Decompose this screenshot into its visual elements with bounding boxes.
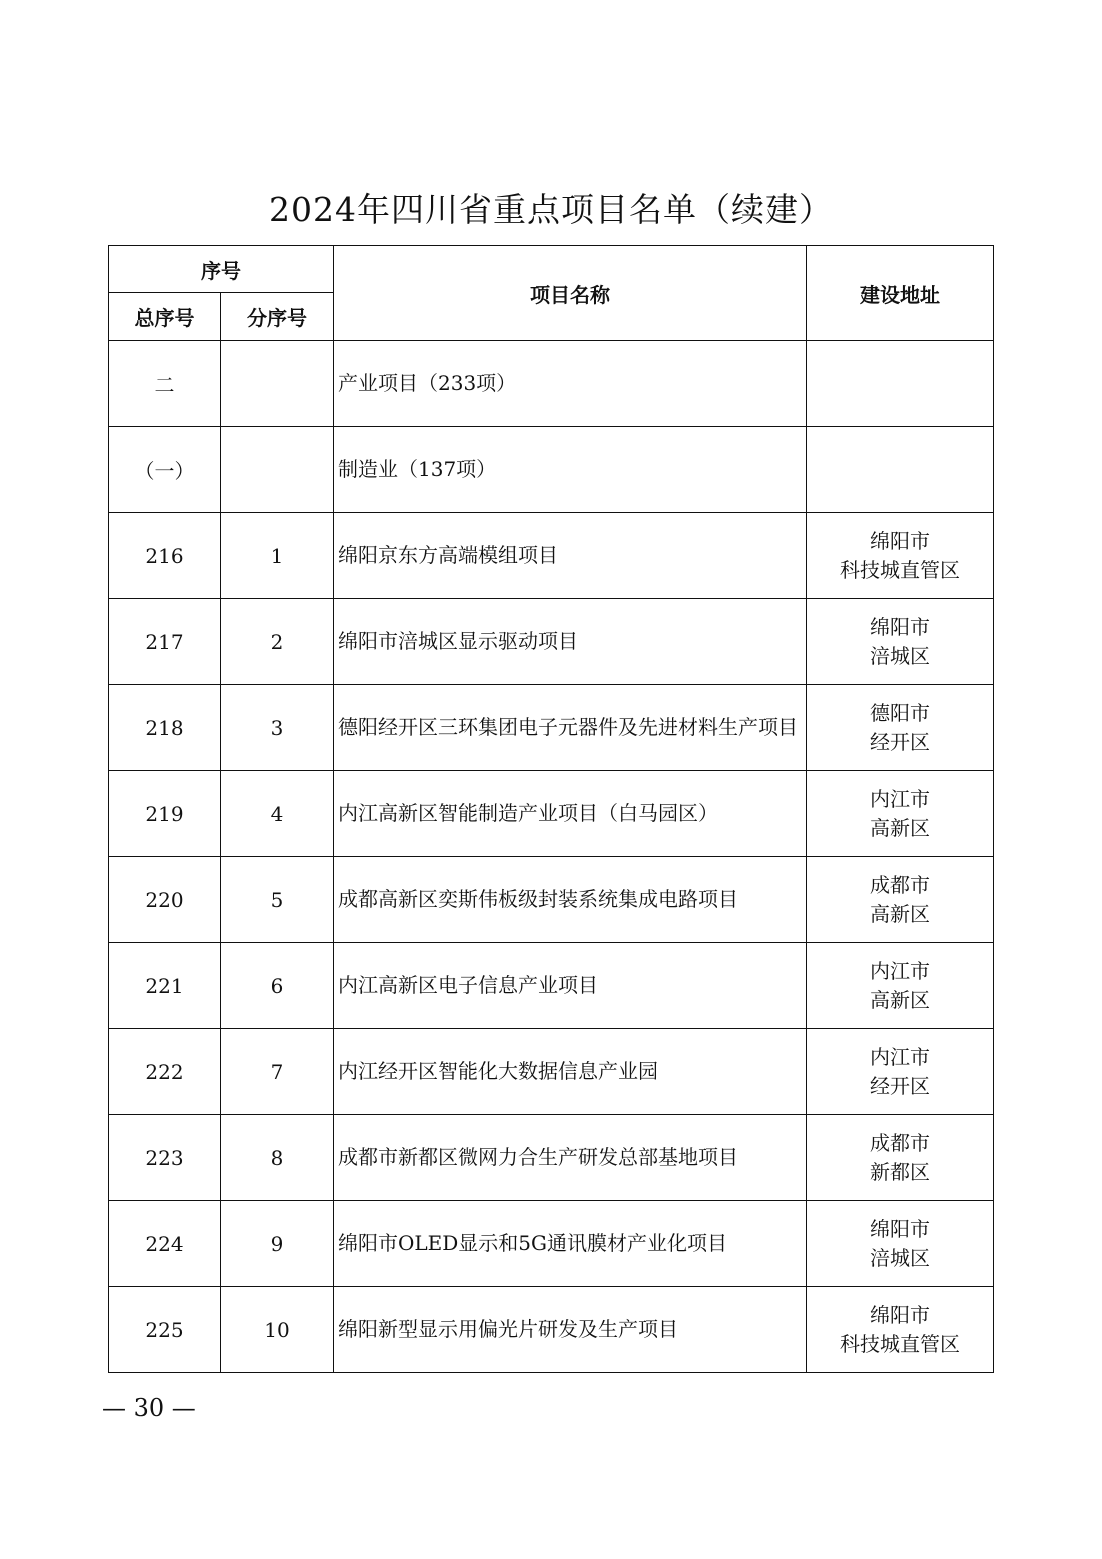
table-row bbox=[109, 685, 994, 771]
location-city: 内江市 bbox=[870, 958, 930, 983]
location-district: 涪城区 bbox=[870, 643, 930, 668]
sub-seq-cell: 10 bbox=[221, 1287, 334, 1373]
section-sub-seq bbox=[221, 341, 334, 427]
location-district: 涪城区 bbox=[870, 1245, 930, 1270]
project-table bbox=[108, 245, 994, 1373]
location-city: 绵阳市 bbox=[870, 528, 930, 553]
project-name-cell: 成都高新区奕斯伟板级封装系统集成电路项目 bbox=[334, 857, 807, 943]
sub-seq-cell: 1 bbox=[221, 513, 334, 599]
table-row bbox=[109, 943, 994, 1029]
project-name-cell: 绵阳新型显示用偏光片研发及生产项目 bbox=[334, 1287, 807, 1373]
location-cell bbox=[807, 513, 994, 599]
table-header-row bbox=[109, 246, 994, 293]
table-row bbox=[109, 857, 994, 943]
sub-seq-cell: 6 bbox=[221, 943, 334, 1029]
total-seq-cell: 225 bbox=[109, 1287, 221, 1373]
sub-seq-cell: 3 bbox=[221, 685, 334, 771]
sub-seq-cell: 2 bbox=[221, 599, 334, 685]
project-name-cell: 绵阳市OLED显示和5G通讯膜材产业化项目 bbox=[334, 1201, 807, 1287]
location-cell bbox=[807, 599, 994, 685]
table-row bbox=[109, 771, 994, 857]
location-city: 成都市 bbox=[870, 872, 930, 897]
location-district: 高新区 bbox=[870, 901, 930, 926]
project-name-cell: 绵阳市涪城区显示驱动项目 bbox=[334, 599, 807, 685]
sub-seq-cell: 8 bbox=[221, 1115, 334, 1201]
table-row bbox=[109, 1029, 994, 1115]
page-number: — 30 — bbox=[102, 1394, 196, 1422]
project-name-cell: 绵阳京东方高端模组项目 bbox=[334, 513, 807, 599]
table-row bbox=[109, 1287, 994, 1373]
header-project-name: 项目名称 bbox=[334, 246, 807, 341]
total-seq-cell: 218 bbox=[109, 685, 221, 771]
sub-seq-cell: 9 bbox=[221, 1201, 334, 1287]
location-cell bbox=[807, 943, 994, 1029]
header-total-seq: 总序号 bbox=[109, 293, 221, 341]
location-district: 科技城直管区 bbox=[840, 1331, 960, 1356]
location-cell bbox=[807, 771, 994, 857]
section-location bbox=[807, 341, 994, 427]
document-title: 2024年四川省重点项目名单（续建） bbox=[269, 190, 833, 229]
sub-seq-cell: 7 bbox=[221, 1029, 334, 1115]
total-seq-cell: 221 bbox=[109, 943, 221, 1029]
section-name: 产业项目（233项） bbox=[334, 341, 807, 427]
project-name-cell: 内江高新区智能制造产业项目（白马园区） bbox=[334, 771, 807, 857]
location-cell bbox=[807, 1029, 994, 1115]
location-district: 科技城直管区 bbox=[840, 557, 960, 582]
location-district: 经开区 bbox=[870, 729, 930, 754]
section-row bbox=[109, 341, 994, 427]
section-location bbox=[807, 427, 994, 513]
location-district: 经开区 bbox=[870, 1073, 930, 1098]
location-cell bbox=[807, 685, 994, 771]
total-seq-cell: 222 bbox=[109, 1029, 221, 1115]
sub-seq-cell: 5 bbox=[221, 857, 334, 943]
sub-seq-cell: 4 bbox=[221, 771, 334, 857]
location-city: 绵阳市 bbox=[870, 1302, 930, 1327]
project-name-cell: 内江经开区智能化大数据信息产业园 bbox=[334, 1029, 807, 1115]
project-name-cell: 内江高新区电子信息产业项目 bbox=[334, 943, 807, 1029]
section-seq: （一） bbox=[109, 427, 221, 513]
location-city: 内江市 bbox=[870, 786, 930, 811]
location-city: 绵阳市 bbox=[870, 1216, 930, 1241]
project-name-cell: 成都市新都区微网力合生产研发总部基地项目 bbox=[334, 1115, 807, 1201]
location-city: 德阳市 bbox=[870, 700, 930, 725]
table-row bbox=[109, 599, 994, 685]
section-name: 制造业（137项） bbox=[334, 427, 807, 513]
table-row bbox=[109, 513, 994, 599]
table-row bbox=[109, 1201, 994, 1287]
total-seq-cell: 223 bbox=[109, 1115, 221, 1201]
location-district: 高新区 bbox=[870, 815, 930, 840]
total-seq-cell: 220 bbox=[109, 857, 221, 943]
header-seq-group: 序号 bbox=[109, 246, 334, 293]
total-seq-cell: 216 bbox=[109, 513, 221, 599]
total-seq-cell: 219 bbox=[109, 771, 221, 857]
total-seq-cell: 217 bbox=[109, 599, 221, 685]
location-district: 新都区 bbox=[870, 1159, 930, 1184]
location-cell bbox=[807, 857, 994, 943]
location-cell bbox=[807, 1287, 994, 1373]
section-sub-seq bbox=[221, 427, 334, 513]
project-name-cell: 德阳经开区三环集团电子元器件及先进材料生产项目 bbox=[334, 685, 807, 771]
location-city: 绵阳市 bbox=[870, 614, 930, 639]
header-sub-seq: 分序号 bbox=[221, 293, 334, 341]
section-row bbox=[109, 427, 994, 513]
location-cell bbox=[807, 1201, 994, 1287]
location-cell bbox=[807, 1115, 994, 1201]
header-location: 建设地址 bbox=[807, 246, 994, 341]
section-seq: 二 bbox=[109, 341, 221, 427]
total-seq-cell: 224 bbox=[109, 1201, 221, 1287]
location-city: 成都市 bbox=[870, 1130, 930, 1155]
table-row bbox=[109, 1115, 994, 1201]
location-district: 高新区 bbox=[870, 987, 930, 1012]
location-city: 内江市 bbox=[870, 1044, 930, 1069]
